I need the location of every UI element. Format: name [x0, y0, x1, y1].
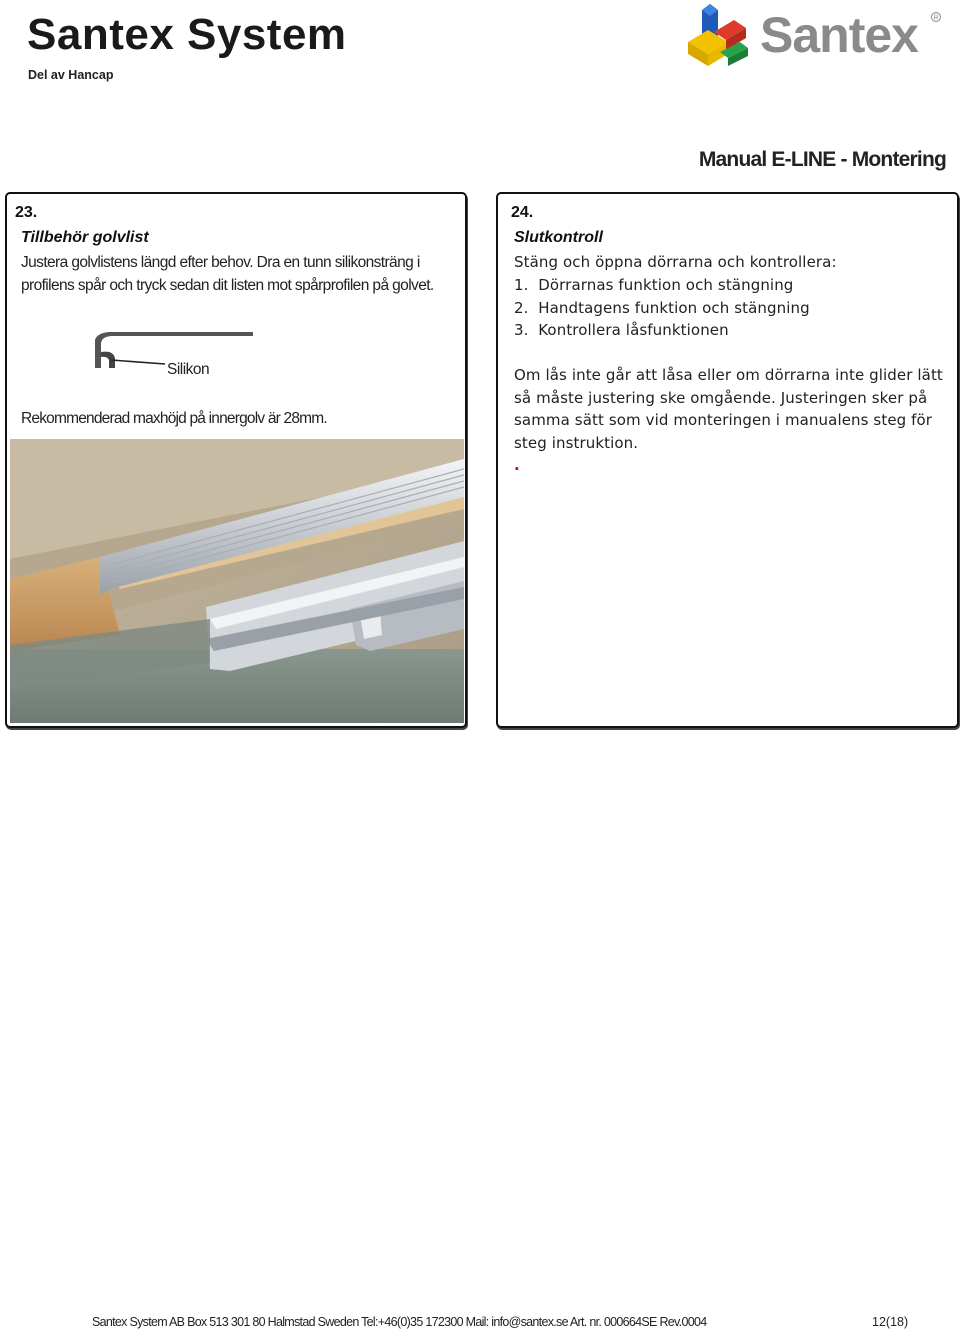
svg-text:R: R	[933, 14, 939, 22]
step-24-panel	[496, 192, 959, 728]
company-subtitle: Del av Hancap	[28, 68, 114, 82]
step-23-body: Justera golvlistens längd efter behov. Dra en tunn silikonsträng i profilens spår och tryck sedan dit listen mot spårprofilen på golvet.	[21, 254, 434, 294]
check-item-1: 1. Dörrarnas funktion och stängning	[514, 276, 794, 294]
santex-logo-graphic	[684, 2, 946, 74]
check-item-2: 2. Handtagens funktion och stängning	[514, 299, 810, 317]
step-23-title: Tillbehör golvlist	[21, 229, 149, 246]
step-23-number: 23.	[15, 204, 38, 221]
check-item-3: 3. Kontrollera låsfunktionen	[514, 321, 729, 339]
threshold-profile-photo	[10, 439, 464, 723]
step-24-note: Om lås inte går att låsa eller om dörrarna inte glider lätt så måste justering ske omgående. Justeringen sker på samma sätt som vid monteringen i manualens steg för steg instruktion.	[514, 366, 943, 452]
page-number: 12(18)	[872, 1315, 909, 1329]
manual-title: Manual E-LINE - Montering	[698, 148, 946, 171]
step-24-intro: Stäng och öppna dörrarna och kontrollera:	[514, 253, 837, 271]
silikon-label: Silikon	[167, 361, 210, 378]
red-dot: .	[514, 456, 520, 474]
step-24-number: 24.	[511, 204, 534, 221]
company-title: Santex System	[27, 10, 347, 59]
step-23-panel	[5, 192, 467, 728]
footer-address: Santex System AB Box 513 301 80 Halmstad Sweden Tel:+46(0)35 172300 Mail: info@santex.se Art. nr. 000664SE Rev.0004	[92, 1315, 707, 1329]
santex-logo	[684, 2, 946, 74]
logo-text: Santex	[760, 7, 918, 63]
recommend-text: Rekommenderad maxhöjd på innergolv är 28mm.	[21, 410, 327, 427]
step-24-title: Slutkontroll	[514, 229, 603, 246]
